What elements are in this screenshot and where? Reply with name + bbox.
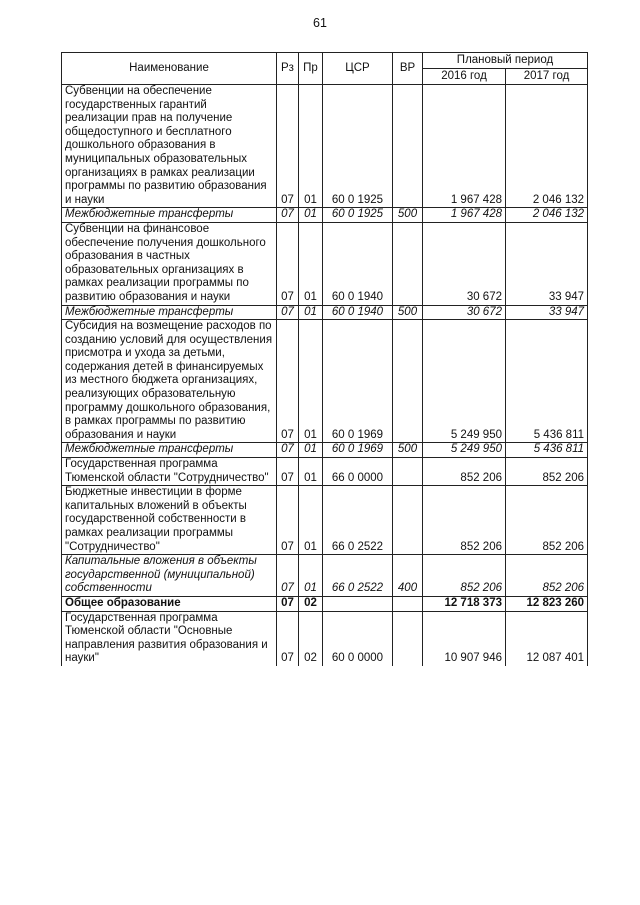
row-rz: 07 [277, 305, 299, 320]
row-csr: 60 0 1940 [323, 222, 393, 305]
row-pr: 01 [299, 555, 323, 597]
table-row [62, 596, 588, 611]
row-name: Межбюджетные трансферты [62, 305, 277, 320]
row-vr: 400 [393, 555, 423, 597]
table-row [62, 555, 588, 597]
row-vr [393, 611, 423, 666]
row-pr: 01 [299, 443, 323, 458]
row-csr [323, 596, 393, 611]
row-vr [393, 596, 423, 611]
row-vr [393, 320, 423, 443]
row-2016: 1 967 428 [423, 208, 506, 223]
row-2017: 12 823 260 [506, 596, 588, 611]
table-row [62, 443, 588, 458]
row-vr [393, 85, 423, 208]
table-header [62, 53, 588, 85]
row-csr: 66 0 2522 [323, 555, 393, 597]
row-rz: 07 [277, 611, 299, 666]
row-2016: 12 718 373 [423, 596, 506, 611]
row-pr: 01 [299, 208, 323, 223]
row-rz: 07 [277, 555, 299, 597]
row-2017: 2 046 132 [506, 85, 588, 208]
row-2017: 5 436 811 [506, 443, 588, 458]
row-vr [393, 458, 423, 486]
row-vr: 500 [393, 208, 423, 223]
col-header-vr: ВР [393, 53, 423, 85]
row-2017: 852 206 [506, 458, 588, 486]
row-2016: 1 967 428 [423, 85, 506, 208]
row-2016: 10 907 946 [423, 611, 506, 666]
table-row [62, 486, 588, 555]
row-rz: 07 [277, 208, 299, 223]
col-header-name: Наименование [62, 53, 277, 85]
table-row [62, 320, 588, 443]
row-2016: 852 206 [423, 555, 506, 597]
budget-table [61, 52, 588, 666]
row-2016: 5 249 950 [423, 320, 506, 443]
row-csr: 60 0 1969 [323, 320, 393, 443]
row-pr: 01 [299, 458, 323, 486]
col-header-rz: Рз [277, 53, 299, 85]
row-csr: 60 0 0000 [323, 611, 393, 666]
row-2017: 33 947 [506, 222, 588, 305]
row-csr: 66 0 0000 [323, 458, 393, 486]
row-2016: 852 206 [423, 486, 506, 555]
table-row [62, 222, 588, 305]
page-number: 61 [313, 16, 327, 30]
row-csr: 60 0 1969 [323, 443, 393, 458]
row-rz: 07 [277, 222, 299, 305]
table-row [62, 85, 588, 208]
row-2017: 33 947 [506, 305, 588, 320]
row-rz: 07 [277, 458, 299, 486]
row-name: Субсидия на возмещение расходов по созданию условий для осуществления присмотра и ухода за детьми, содержания детей в финансируемых из местного бюджета организациях, реализующих образовательную программу дошкольного образования, в рамках программы по развитию образования и науки [62, 320, 277, 443]
row-name: Общее образование [62, 596, 277, 611]
col-header-planned-period: Плановый период [423, 53, 588, 69]
row-rz: 07 [277, 486, 299, 555]
row-name: Бюджетные инвестиции в форме капитальных вложений в объекты государственной собственности в рамках реализации программы "Сотрудничество" [62, 486, 277, 555]
row-2016: 5 249 950 [423, 443, 506, 458]
row-pr: 02 [299, 611, 323, 666]
table-row [62, 305, 588, 320]
table-row [62, 611, 588, 666]
col-header-2016: 2016 год [423, 69, 506, 85]
row-pr: 01 [299, 222, 323, 305]
row-rz: 07 [277, 443, 299, 458]
row-csr: 66 0 2522 [323, 486, 393, 555]
table-row [62, 208, 588, 223]
row-2016: 30 672 [423, 222, 506, 305]
row-2017: 2 046 132 [506, 208, 588, 223]
table-row [62, 458, 588, 486]
row-rz: 07 [277, 596, 299, 611]
row-rz: 07 [277, 85, 299, 208]
row-name: Субвенции на финансовое обеспечение получения дошкольного образования в частных образовательных организациях в рамках реализации программы по развитию образования и науки [62, 222, 277, 305]
row-name: Межбюджетные трансферты [62, 208, 277, 223]
row-vr: 500 [393, 305, 423, 320]
col-header-pr: Пр [299, 53, 323, 85]
row-csr: 60 0 1940 [323, 305, 393, 320]
row-rz: 07 [277, 320, 299, 443]
row-pr: 01 [299, 320, 323, 443]
row-name: Межбюджетные трансферты [62, 443, 277, 458]
row-2017: 852 206 [506, 486, 588, 555]
row-2016: 30 672 [423, 305, 506, 320]
row-2017: 12 087 401 [506, 611, 588, 666]
row-2017: 5 436 811 [506, 320, 588, 443]
row-name: Субвенции на обеспечение государственных гарантий реализации прав на получение общедоступного и бесплатного дошкольного образования в муниципальных образовательных организациях в рамках реализации программы по развитию образования и науки [62, 85, 277, 208]
row-name: Капитальные вложения в объекты государственной (муниципальной) собственности [62, 555, 277, 597]
row-pr: 01 [299, 85, 323, 208]
row-name: Государственная программа Тюменской области "Основные направления развития образования и науки" [62, 611, 277, 666]
row-pr: 01 [299, 486, 323, 555]
row-vr [393, 486, 423, 555]
row-vr: 500 [393, 443, 423, 458]
row-vr [393, 222, 423, 305]
row-2017: 852 206 [506, 555, 588, 597]
row-csr: 60 0 1925 [323, 85, 393, 208]
row-pr: 01 [299, 305, 323, 320]
row-pr: 02 [299, 596, 323, 611]
row-2016: 852 206 [423, 458, 506, 486]
col-header-csr: ЦСР [323, 53, 393, 85]
row-name: Государственная программа Тюменской области "Сотрудничество" [62, 458, 277, 486]
row-csr: 60 0 1925 [323, 208, 393, 223]
col-header-2017: 2017 год [506, 69, 588, 85]
